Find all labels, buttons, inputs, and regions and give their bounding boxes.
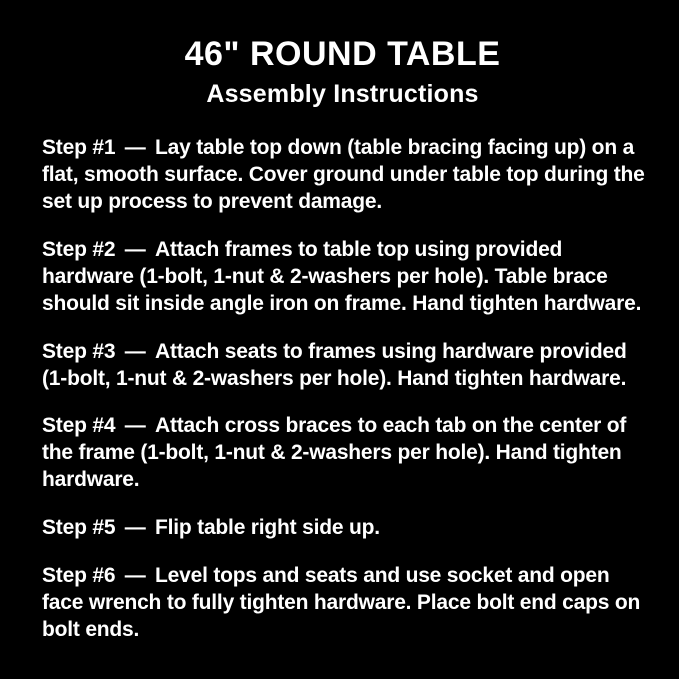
step-6-paragraph	[42, 563, 649, 644]
steps-list	[42, 135, 649, 643]
step-4-label: Step #4	[42, 414, 116, 438]
step-5-separator: —	[124, 516, 146, 540]
step-6-separator: —	[124, 563, 146, 587]
step-3-paragraph	[42, 339, 649, 393]
step-1-separator: —	[124, 136, 146, 160]
step-6-text: Level tops and seats and use socket and open face wrench to fully tighten hardware. Place bolt end caps on bolt ends.	[42, 563, 641, 641]
step-6-label: Step #6	[42, 563, 116, 587]
step-5-text: Flip table right side up.	[155, 516, 380, 540]
step-1-label: Step #1	[42, 136, 116, 160]
step-1-paragraph	[42, 135, 649, 216]
step-2-label: Step #2	[42, 238, 116, 262]
step-2-separator: —	[124, 238, 146, 262]
step-3-separator: —	[124, 339, 146, 363]
step-5-paragraph	[42, 515, 649, 542]
header	[36, 36, 649, 109]
step-4-text: Attach cross braces to each tab on the center of the frame (1-bolt, 1-nut & 2-washers per hole). Hand tighten hardware.	[42, 414, 627, 492]
step-5-label: Step #5	[42, 516, 116, 540]
step-4-paragraph	[42, 413, 649, 494]
page-subtitle: Assembly Instructions	[206, 80, 479, 109]
step-3-label: Step #3	[42, 339, 116, 363]
step-3-text: Attach seats to frames using hardware provided (1-bolt, 1-nut & 2-washers per hole). Hand tighten hardware.	[42, 339, 627, 390]
page-title: 46" ROUND TABLE	[184, 35, 501, 73]
step-1-text: Lay table top down (table bracing facing up) on a flat, smooth surface. Cover ground under table top during the set up process to prevent damage.	[42, 136, 645, 214]
step-2-paragraph	[42, 237, 649, 318]
step-4-separator: —	[124, 414, 146, 438]
step-2-text: Attach frames to table top using provided hardware (1-bolt, 1-nut & 2-washers per hole). Table brace should sit inside angle iron on frame. Hand tighten hardware.	[42, 238, 642, 315]
